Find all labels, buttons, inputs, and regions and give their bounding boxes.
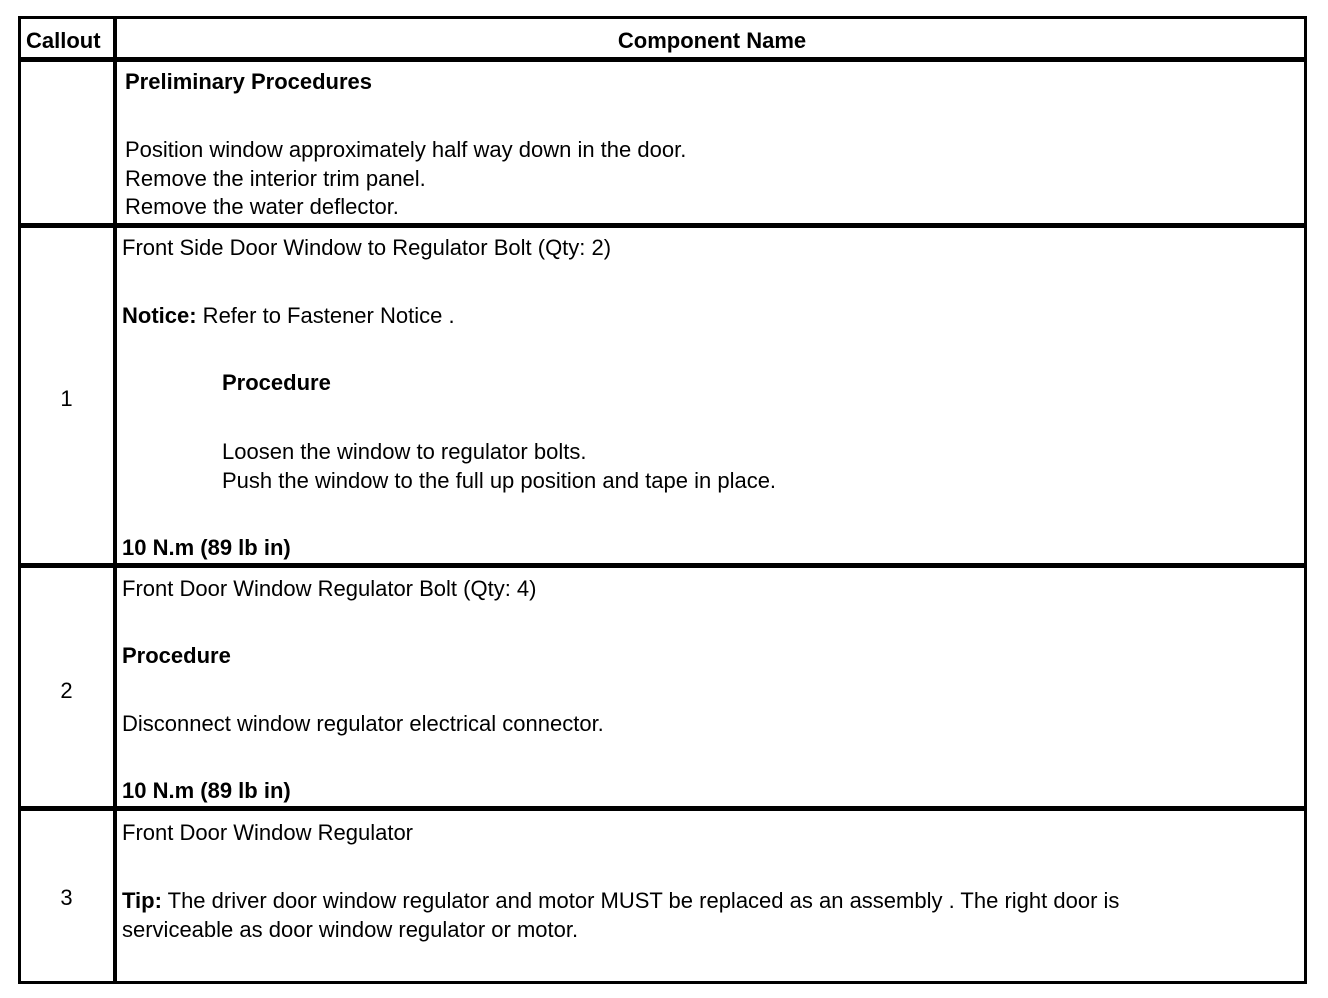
notice-text: Refer to Fastener Notice . [196,303,455,328]
procedure-label: Procedure [222,370,331,395]
procedure-step: Push the window to the full up position and tape in place. [222,468,777,493]
procedure-label: Procedure [122,643,231,668]
procedure-step: Loosen the window to regulator bolts. [222,439,587,464]
column-divider [113,16,117,984]
notice-label: Notice: [122,303,197,328]
callout-number: 3 [60,885,73,910]
tip-text: The driver door window regulator and motor MUST be replaced as an assembly . The right door is [161,888,1120,913]
torque-spec: 10 N.m (89 lb in) [122,778,291,803]
header-divider [18,57,1307,62]
row-divider [18,563,1307,568]
prelim-title: Preliminary Procedures [125,69,373,94]
tip [122,886,1119,915]
row-divider [18,223,1307,228]
notice [122,301,455,330]
tip-text: serviceable as door window regulator or motor. [122,917,579,942]
tip-label: Tip: [122,888,162,913]
component-name: Front Side Door Window to Regulator Bolt (Qty: 2) [122,235,612,260]
prelim-line: Position window approximately half way down in the door. [125,137,687,162]
header-callout: Callout [26,28,101,53]
row-divider [18,806,1307,811]
callout-number: 2 [60,678,73,703]
prelim-line: Remove the interior trim panel. [125,166,426,191]
torque-spec: 10 N.m (89 lb in) [122,535,291,560]
callout-number: 1 [60,386,73,411]
prelim-line: Remove the water deflector. [125,194,399,219]
component-name: Front Door Window Regulator Bolt (Qty: 4) [122,576,537,601]
header-component-name: Component Name [617,28,807,53]
component-name: Front Door Window Regulator [122,820,414,845]
procedure-step: Disconnect window regulator electrical connector. [122,711,604,736]
